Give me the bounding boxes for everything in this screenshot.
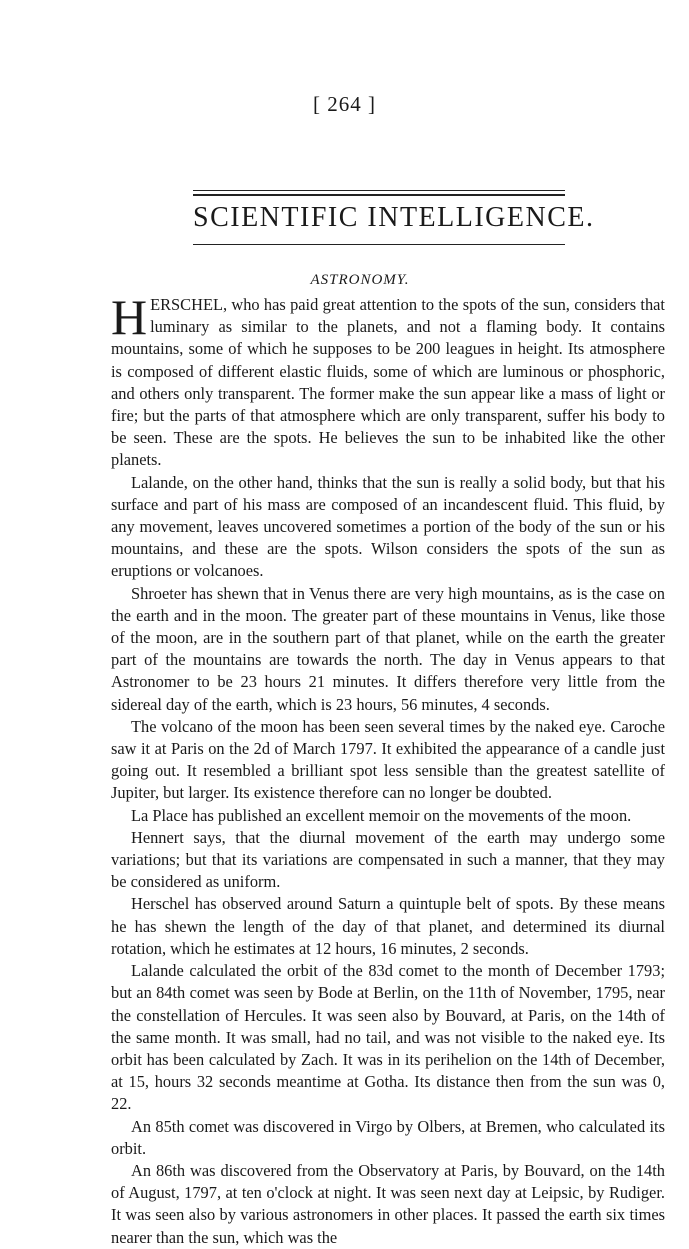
paragraph-moon-volcano: The volcano of the moon has been seen several times by the naked eye. Caroche saw it at Paris on the 2d of March 1797. It exhibited the appearance of a candle just going out. It resembled a brilliant spot less sensible than the greatest satellite of Jupiter, but larger. Its existence therefore can no longer be doubted. <box>111 716 665 803</box>
paragraph-lalande-sun: Lalande, on the other hand, thinks that the sun is really a solid body, but that his surface and part of his mass are composed of an incandescent fluid. This fluid, by any movement, leaves uncovered sometimes a portion of the body of the sun or his mountains, and these are the spots. Wilson considers the spots of the sun as eruptions or volcanoes. <box>111 472 665 581</box>
paragraph-86th-comet: An 86th was discovered from the Observatory at Paris, by Bouvard, on the 14th of August, 1797, at ten o'clock at night. It was seen next day at Leipsic, by Rudiger. It was seen also by various astronomers in other places. It passed the earth six times nearer than the sun, which was the <box>111 1160 665 1247</box>
section-title: SCIENTIFIC INTELLIGENCE. <box>193 202 595 233</box>
paragraph-herschel-saturn: Herschel has observed around Saturn a quintuple belt of spots. By these means he has shewn the length of the day of that planet, and determined its diurnal rotation, which he estimates at 12 hours, 16 minutes, 2 seconds. <box>111 894 665 958</box>
article-body <box>111 289 665 1249</box>
subsection-title: ASTRONOMY. <box>310 272 410 288</box>
bottom-rule <box>193 244 565 245</box>
paragraph-85th-comet: An 85th comet was discovered in Virgo by Olbers, at Bremen, who calculated its orbit. <box>111 1116 665 1158</box>
paragraph-lalande-comets: Lalande calculated the orbit of the 83d comet to the month of December 1793; but an 84th comet was seen by Bode at Berlin, on the 11th of November, 1795, near the constellation of Hercules. It was seen also by Bouvard, at Paris, on the 14th of the same month. It was small, had no tail, and was not visible to the naked eye. Its orbit has been calculated by Zach. It was in its perihelion on the 14th of December, at 15, hours 32 seconds meantime at Gotha. Its distance then from the sun was 0, 22. <box>111 961 665 1114</box>
page-number: [ 264 ] <box>313 92 376 116</box>
drop-cap: H <box>111 289 148 345</box>
paragraph-la-place: La Place has published an excellent memoir on the movements of the moon. <box>131 805 632 825</box>
paragraph-shroeter-venus: Shroeter has shewn that in Venus there are very high mountains, as is the case on the earth and in the moon. The greater part of these mountains in Venus, like those of the moon, are in the southern part of that planet, while on the earth the greater part of the mountains are towards the north. The day in Venus appears to that Astronomer to be 23 hours 21 minutes. It differs therefore very little from the sidereal day of the earth, which is 23 hours, 56 minutes, 4 seconds. <box>111 583 665 714</box>
paragraph-herschel-sun <box>111 289 665 472</box>
paragraph-text: ERSCHEL, who has paid great attention to the spots of the sun, considers that luminary as similar to the planets, and not a flaming body. It contains mountains, some of which he supposes to be 200 leagues in height. Its atmosphere is composed of different elastic fluids, some of which are luminous or phosphoric, and others only transparent. The former make the sun appear like a mass of light or fire; but the parts of that atmosphere which are only transparent, suffer his body to be seen. These are the spots. He believes the sun to be inhabited like the other planets. <box>111 295 665 470</box>
top-rule-thin <box>193 190 565 191</box>
paragraph-hennert: Hennert says, that the diurnal movement of the earth may undergo some variations; but that its variations are compensated in such a manner, that they may be considered as uniform. <box>111 827 665 892</box>
